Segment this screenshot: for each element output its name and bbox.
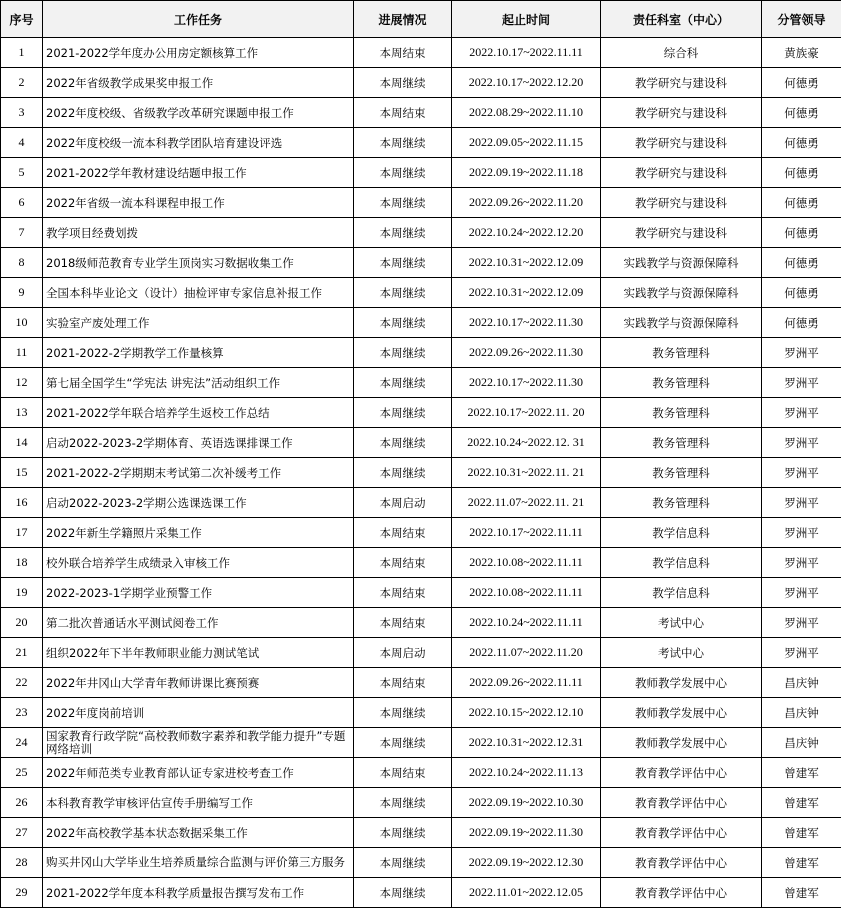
- cell-task: 2022年省级教学成果奖申报工作: [43, 68, 354, 98]
- cell-dept: 教育教学评估中心: [601, 788, 762, 818]
- cell-period: 2022.09.19~2022.12.30: [452, 848, 601, 878]
- cell-leader: 何德勇: [762, 158, 841, 188]
- cell-period: 2022.10.24~2022.11.11: [452, 608, 601, 638]
- cell-task: 2021-2022学年联合培养学生返校工作总结: [43, 398, 354, 428]
- table-row: [1, 518, 841, 548]
- cell-dept: 教务管理科: [601, 368, 762, 398]
- table-row: [1, 98, 841, 128]
- cell-task: 全国本科毕业论文（设计）抽检评审专家信息补报工作: [43, 278, 354, 308]
- cell-task: 本科教育教学审核评估宣传手册编写工作: [43, 788, 354, 818]
- cell-period: 2022.10.17~2022.11. 20: [452, 398, 601, 428]
- cell-task: 购买井冈山大学毕业生培养质量综合监测与评价第三方服务: [43, 848, 354, 878]
- cell-seq: 12: [1, 368, 43, 398]
- cell-progress: 本周结束: [354, 578, 452, 608]
- cell-leader: 罗洲平: [762, 518, 841, 548]
- cell-dept: 教育教学评估中心: [601, 878, 762, 908]
- cell-leader: 黄族豪: [762, 38, 841, 68]
- table-row: [1, 578, 841, 608]
- cell-seq: 20: [1, 608, 43, 638]
- cell-dept: 教育教学评估中心: [601, 848, 762, 878]
- cell-dept: 教师教学发展中心: [601, 728, 762, 758]
- cell-period: 2022.11.01~2022.12.05: [452, 878, 601, 908]
- cell-dept: 考试中心: [601, 608, 762, 638]
- cell-progress: 本周结束: [354, 758, 452, 788]
- cell-seq: 5: [1, 158, 43, 188]
- cell-leader: 何德勇: [762, 308, 841, 338]
- table-row: [1, 248, 841, 278]
- cell-progress: 本周继续: [354, 818, 452, 848]
- cell-dept: 实践教学与资源保障科: [601, 308, 762, 338]
- cell-seq: 24: [1, 728, 43, 758]
- cell-progress: 本周继续: [354, 128, 452, 158]
- cell-leader: 罗洲平: [762, 578, 841, 608]
- cell-period: 2022.09.19~2022.11.30: [452, 818, 601, 848]
- cell-leader: 罗洲平: [762, 428, 841, 458]
- cell-progress: 本周结束: [354, 608, 452, 638]
- table-header: [1, 1, 841, 38]
- cell-leader: 罗洲平: [762, 458, 841, 488]
- cell-task: 2021-2022-2学期期末考试第二次补缓考工作: [43, 458, 354, 488]
- cell-dept: 教务管理科: [601, 488, 762, 518]
- cell-period: 2022.10.17~2022.11.30: [452, 368, 601, 398]
- cell-task: 第七届全国学生“学宪法 讲宪法”活动组织工作: [43, 368, 354, 398]
- cell-dept: 教学研究与建设科: [601, 218, 762, 248]
- cell-seq: 29: [1, 878, 43, 908]
- cell-period: 2022.10.15~2022.12.10: [452, 698, 601, 728]
- cell-seq: 2: [1, 68, 43, 98]
- cell-dept: 教学研究与建设科: [601, 68, 762, 98]
- cell-seq: 26: [1, 788, 43, 818]
- cell-period: 2022.10.17~2022.11.11: [452, 518, 601, 548]
- cell-dept: 教育教学评估中心: [601, 758, 762, 788]
- table-row: [1, 728, 841, 758]
- cell-seq: 21: [1, 638, 43, 668]
- cell-progress: 本周继续: [354, 368, 452, 398]
- cell-leader: 罗洲平: [762, 548, 841, 578]
- cell-progress: 本周启动: [354, 638, 452, 668]
- cell-seq: 14: [1, 428, 43, 458]
- cell-dept: 综合科: [601, 38, 762, 68]
- cell-seq: 15: [1, 458, 43, 488]
- cell-dept: 教学研究与建设科: [601, 98, 762, 128]
- cell-progress: 本周继续: [354, 248, 452, 278]
- cell-leader: 曾建军: [762, 818, 841, 848]
- cell-period: 2022.08.29~2022.11.10: [452, 98, 601, 128]
- cell-leader: 昌庆钟: [762, 668, 841, 698]
- cell-dept: 实践教学与资源保障科: [601, 248, 762, 278]
- cell-period: 2022.10.31~2022.12.09: [452, 278, 601, 308]
- cell-leader: 曾建军: [762, 848, 841, 878]
- cell-seq: 18: [1, 548, 43, 578]
- cell-seq: 28: [1, 848, 43, 878]
- cell-dept: 考试中心: [601, 638, 762, 668]
- header-progress: 进展情况: [354, 1, 452, 38]
- cell-seq: 19: [1, 578, 43, 608]
- table-row: [1, 188, 841, 218]
- cell-progress: 本周继续: [354, 698, 452, 728]
- cell-task: 2021-2022学年教材建设结题申报工作: [43, 158, 354, 188]
- cell-task: 第二批次普通话水平测试阅卷工作: [43, 608, 354, 638]
- cell-task: 2021-2022学年度本科教学质量报告撰写发布工作: [43, 878, 354, 908]
- cell-progress: 本周结束: [354, 98, 452, 128]
- cell-seq: 8: [1, 248, 43, 278]
- table-row: [1, 338, 841, 368]
- cell-task: 2021-2022学年度办公用房定额核算工作: [43, 38, 354, 68]
- cell-progress: 本周继续: [354, 158, 452, 188]
- table-row: [1, 878, 841, 908]
- cell-dept: 教务管理科: [601, 398, 762, 428]
- table-row: [1, 818, 841, 848]
- cell-seq: 27: [1, 818, 43, 848]
- cell-task: 教学项目经费划拨: [43, 218, 354, 248]
- cell-seq: 17: [1, 518, 43, 548]
- table-row: [1, 308, 841, 338]
- table-row: [1, 218, 841, 248]
- cell-progress: 本周继续: [354, 878, 452, 908]
- cell-leader: 何德勇: [762, 98, 841, 128]
- cell-progress: 本周继续: [354, 848, 452, 878]
- cell-progress: 本周结束: [354, 668, 452, 698]
- cell-leader: 何德勇: [762, 218, 841, 248]
- table-row: [1, 128, 841, 158]
- cell-seq: 13: [1, 398, 43, 428]
- cell-task: 2018级师范教育专业学生顶岗实习数据收集工作: [43, 248, 354, 278]
- cell-period: 2022.10.17~2022.12.20: [452, 68, 601, 98]
- cell-leader: 罗洲平: [762, 338, 841, 368]
- cell-period: 2022.09.19~2022.10.30: [452, 788, 601, 818]
- cell-period: 2022.10.08~2022.11.11: [452, 578, 601, 608]
- cell-period: 2022.09.26~2022.11.30: [452, 338, 601, 368]
- cell-progress: 本周继续: [354, 278, 452, 308]
- cell-dept: 实践教学与资源保障科: [601, 278, 762, 308]
- table-row: [1, 668, 841, 698]
- header-task: 工作任务: [43, 1, 354, 38]
- cell-dept: 教育教学评估中心: [601, 818, 762, 848]
- cell-dept: 教务管理科: [601, 458, 762, 488]
- cell-dept: 教学信息科: [601, 518, 762, 548]
- cell-seq: 16: [1, 488, 43, 518]
- cell-dept: 教务管理科: [601, 428, 762, 458]
- table-row: [1, 548, 841, 578]
- cell-period: 2022.10.24~2022.12. 31: [452, 428, 601, 458]
- cell-task: 2022-2023-1学期学业预警工作: [43, 578, 354, 608]
- cell-leader: 何德勇: [762, 188, 841, 218]
- cell-seq: 25: [1, 758, 43, 788]
- cell-progress: 本周继续: [354, 338, 452, 368]
- cell-progress: 本周继续: [354, 398, 452, 428]
- cell-seq: 7: [1, 218, 43, 248]
- cell-leader: 曾建军: [762, 788, 841, 818]
- cell-dept: 教学信息科: [601, 578, 762, 608]
- header-dept: 责任科室（中心）: [601, 1, 762, 38]
- cell-period: 2022.09.26~2022.11.11: [452, 668, 601, 698]
- cell-seq: 6: [1, 188, 43, 218]
- cell-period: 2022.09.19~2022.11.18: [452, 158, 601, 188]
- cell-leader: 罗洲平: [762, 638, 841, 668]
- cell-task: 组织2022年下半年教师职业能力测试笔试: [43, 638, 354, 668]
- cell-task: 2022年新生学籍照片采集工作: [43, 518, 354, 548]
- cell-progress: 本周结束: [354, 38, 452, 68]
- cell-dept: 教师教学发展中心: [601, 668, 762, 698]
- cell-period: 2022.09.26~2022.11.20: [452, 188, 601, 218]
- cell-task: 2022年度校级一流本科教学团队培育建设评选: [43, 128, 354, 158]
- table-row: [1, 158, 841, 188]
- cell-seq: 11: [1, 338, 43, 368]
- cell-task: 2022年度岗前培训: [43, 698, 354, 728]
- table-row: [1, 608, 841, 638]
- cell-leader: 曾建军: [762, 758, 841, 788]
- cell-progress: 本周结束: [354, 548, 452, 578]
- cell-dept: 教学研究与建设科: [601, 158, 762, 188]
- cell-seq: 3: [1, 98, 43, 128]
- table-row: [1, 638, 841, 668]
- cell-leader: 何德勇: [762, 248, 841, 278]
- cell-progress: 本周启动: [354, 488, 452, 518]
- cell-leader: 何德勇: [762, 68, 841, 98]
- cell-dept: 教学研究与建设科: [601, 128, 762, 158]
- cell-task: 2022年井冈山大学青年教师讲课比赛预赛: [43, 668, 354, 698]
- cell-leader: 曾建军: [762, 878, 841, 908]
- cell-task: 国家教育行政学院“高校教师数字素养和教学能力提升”专题网络培训: [43, 728, 354, 758]
- cell-period: 2022.10.17~2022.11.11: [452, 38, 601, 68]
- cell-period: 2022.10.08~2022.11.11: [452, 548, 601, 578]
- cell-progress: 本周继续: [354, 728, 452, 758]
- table-row: [1, 788, 841, 818]
- table-row: [1, 38, 841, 68]
- table-body: [1, 38, 841, 908]
- cell-progress: 本周继续: [354, 428, 452, 458]
- cell-dept: 教学信息科: [601, 548, 762, 578]
- cell-leader: 罗洲平: [762, 608, 841, 638]
- cell-period: 2022.10.31~2022.11. 21: [452, 458, 601, 488]
- cell-seq: 4: [1, 128, 43, 158]
- table-row: [1, 68, 841, 98]
- cell-leader: 罗洲平: [762, 488, 841, 518]
- cell-task: 2022年度校级、省级教学改革研究课题申报工作: [43, 98, 354, 128]
- cell-dept: 教师教学发展中心: [601, 698, 762, 728]
- table-row: [1, 698, 841, 728]
- cell-leader: 昌庆钟: [762, 728, 841, 758]
- cell-period: 2022.10.17~2022.11.30: [452, 308, 601, 338]
- cell-leader: 罗洲平: [762, 398, 841, 428]
- cell-dept: 教学研究与建设科: [601, 188, 762, 218]
- table-row: [1, 398, 841, 428]
- table-row: [1, 848, 841, 878]
- cell-seq: 10: [1, 308, 43, 338]
- cell-leader: 罗洲平: [762, 368, 841, 398]
- cell-progress: 本周继续: [354, 68, 452, 98]
- header-row: [1, 1, 841, 38]
- cell-progress: 本周继续: [354, 458, 452, 488]
- cell-progress: 本周继续: [354, 218, 452, 248]
- cell-period: 2022.11.07~2022.11.20: [452, 638, 601, 668]
- cell-period: 2022.10.31~2022.12.31: [452, 728, 601, 758]
- table-row: [1, 758, 841, 788]
- cell-seq: 23: [1, 698, 43, 728]
- cell-period: 2022.11.07~2022.11. 21: [452, 488, 601, 518]
- header-leader: 分管领导: [762, 1, 841, 38]
- cell-period: 2022.09.05~2022.11.15: [452, 128, 601, 158]
- cell-progress: 本周继续: [354, 188, 452, 218]
- cell-seq: 9: [1, 278, 43, 308]
- cell-task: 2022年省级一流本科课程申报工作: [43, 188, 354, 218]
- cell-dept: 教务管理科: [601, 338, 762, 368]
- cell-task: 2022年师范类专业教育部认证专家进校考查工作: [43, 758, 354, 788]
- cell-leader: 何德勇: [762, 278, 841, 308]
- cell-leader: 昌庆钟: [762, 698, 841, 728]
- cell-progress: 本周结束: [354, 518, 452, 548]
- table-row: [1, 488, 841, 518]
- cell-seq: 22: [1, 668, 43, 698]
- cell-leader: 何德勇: [762, 128, 841, 158]
- cell-period: 2022.10.24~2022.11.13: [452, 758, 601, 788]
- cell-progress: 本周继续: [354, 788, 452, 818]
- cell-task: 2021-2022-2学期教学工作量核算: [43, 338, 354, 368]
- header-seq: 序号: [1, 1, 43, 38]
- table-row: [1, 278, 841, 308]
- cell-seq: 1: [1, 38, 43, 68]
- table-row: [1, 428, 841, 458]
- cell-period: 2022.10.24~2022.12.20: [452, 218, 601, 248]
- cell-task: 校外联合培养学生成绩录入审核工作: [43, 548, 354, 578]
- table-row: [1, 368, 841, 398]
- cell-task: 实验室产废处理工作: [43, 308, 354, 338]
- cell-progress: 本周继续: [354, 308, 452, 338]
- cell-period: 2022.10.31~2022.12.09: [452, 248, 601, 278]
- cell-task: 2022年高校教学基本状态数据采集工作: [43, 818, 354, 848]
- header-period: 起止时间: [452, 1, 601, 38]
- cell-task: 启动2022-2023-2学期公选课选课工作: [43, 488, 354, 518]
- cell-task: 启动2022-2023-2学期体育、英语选课排课工作: [43, 428, 354, 458]
- table-row: [1, 458, 841, 488]
